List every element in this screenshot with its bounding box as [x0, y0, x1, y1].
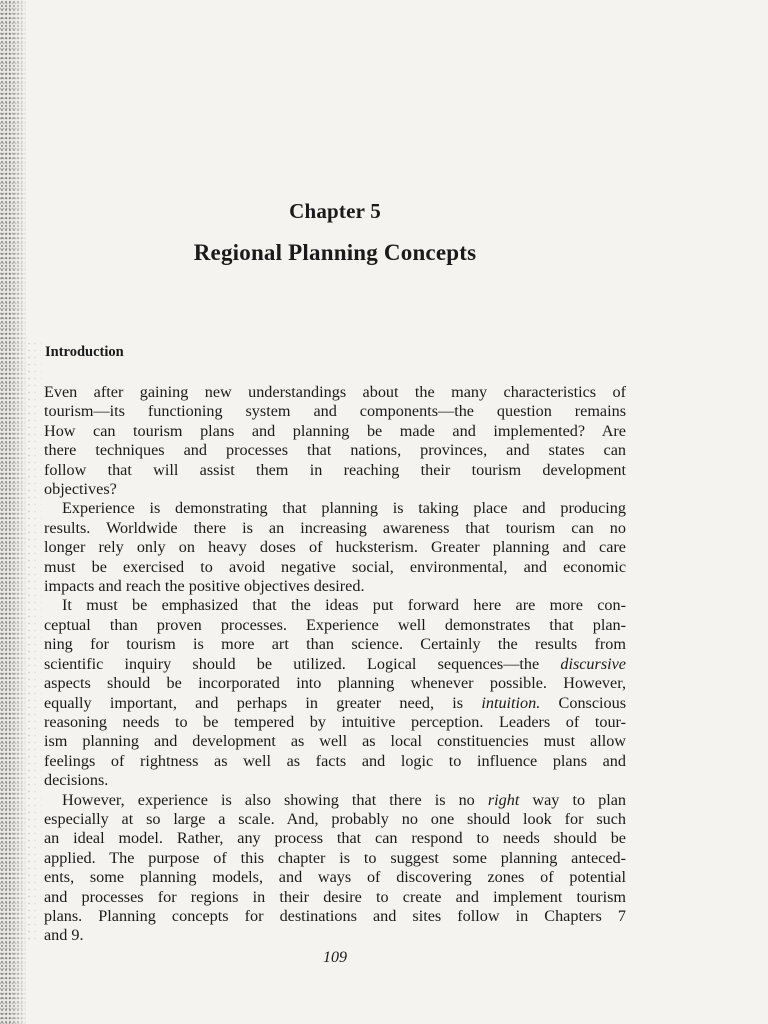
- chapter-title: Regional Planning Concepts: [193, 240, 477, 265]
- text-line: Even after gaining new understandings about the many characteristics of: [44, 383, 626, 401]
- text-line: feelings of rightness as well as facts and logic to influence plans and: [44, 751, 626, 770]
- text-line: impacts and reach the positive objectives desired.: [44, 577, 365, 596]
- text-line: and processes for regions in their desire to create and implement tourism: [44, 887, 626, 906]
- text-line: It must be emphasized that the ideas put forward here are more con-: [62, 596, 626, 615]
- text-line: Experience is demonstrating that planning is taking place and producing: [62, 499, 626, 518]
- paragraph: [44, 596, 626, 790]
- chapter-label: Chapter 5: [289, 199, 381, 223]
- text-line: results. Worldwide there is an increasing awareness that tourism can no: [44, 518, 626, 537]
- text-line: ents, some planning models, and ways of discovering zones of potential: [44, 868, 626, 887]
- text-line: and 9.: [44, 926, 84, 945]
- text-line: [44, 655, 626, 674]
- text-line: decisions.: [44, 771, 109, 790]
- scan-edge: [0, 0, 26, 1024]
- emphasis-right: right: [487, 790, 520, 809]
- text-line: objectives?: [44, 480, 117, 499]
- emphasis-discursive: discursive: [560, 654, 626, 673]
- section-heading: Introduction: [45, 344, 124, 360]
- text-line: [44, 791, 626, 810]
- paragraph: [44, 791, 626, 946]
- text-line: tourism—its functioning system and components—the question remains: [44, 402, 626, 421]
- text-line: ning for tourism is more art than science. Certainly the results from: [44, 635, 626, 654]
- text-segment: equally important, and perhaps in greater need, is: [44, 693, 464, 712]
- text-line: ceptual than proven processes. Experience well demonstrates that plan-: [44, 615, 626, 634]
- text-line: there techniques and processes that nations, provinces, and states can: [44, 441, 626, 460]
- text-line: an ideal model. Rather, any process that can respond to needs should be: [44, 829, 626, 848]
- text-line: plans. Planning concepts for destinations and sites follow in Chapters 7: [44, 906, 626, 925]
- text-line: follow that will assist them in reaching their tourism development: [44, 460, 626, 479]
- page-number: 109: [323, 949, 347, 966]
- paragraph: [44, 383, 626, 499]
- text-line: [44, 694, 626, 713]
- scan-speckle: [26, 340, 44, 940]
- emphasis-intuition: intuition.: [481, 693, 541, 712]
- text-line: especially at so large a scale. And, probably no one should look for such: [44, 809, 626, 828]
- text-line: reasoning needs to be tempered by intuitive perception. Leaders of tour-: [44, 712, 626, 731]
- text-segment: way to plan: [532, 790, 627, 809]
- text-line: longer rely only on heavy doses of hucksterism. Greater planning and care: [44, 538, 626, 557]
- text-line: must be exercised to avoid negative social, environmental, and economic: [44, 557, 626, 576]
- text-segment: Conscious: [558, 693, 627, 712]
- text-line: applied. The purpose of this chapter is to suggest some planning anteced-: [44, 848, 626, 867]
- text-segment: However, experience is also showing that there is no: [62, 790, 475, 809]
- body-text: [44, 383, 626, 946]
- text-line: aspects should be incorporated into planning whenever possible. However,: [44, 674, 626, 693]
- text-line: ism planning and development as well as local constituencies must allow: [44, 732, 626, 751]
- text-segment: scientific inquiry should be utilized. Logical sequences—the: [44, 654, 540, 673]
- paragraph: [44, 499, 626, 596]
- text-line: How can tourism plans and planning be made and implemented? Are: [44, 421, 626, 440]
